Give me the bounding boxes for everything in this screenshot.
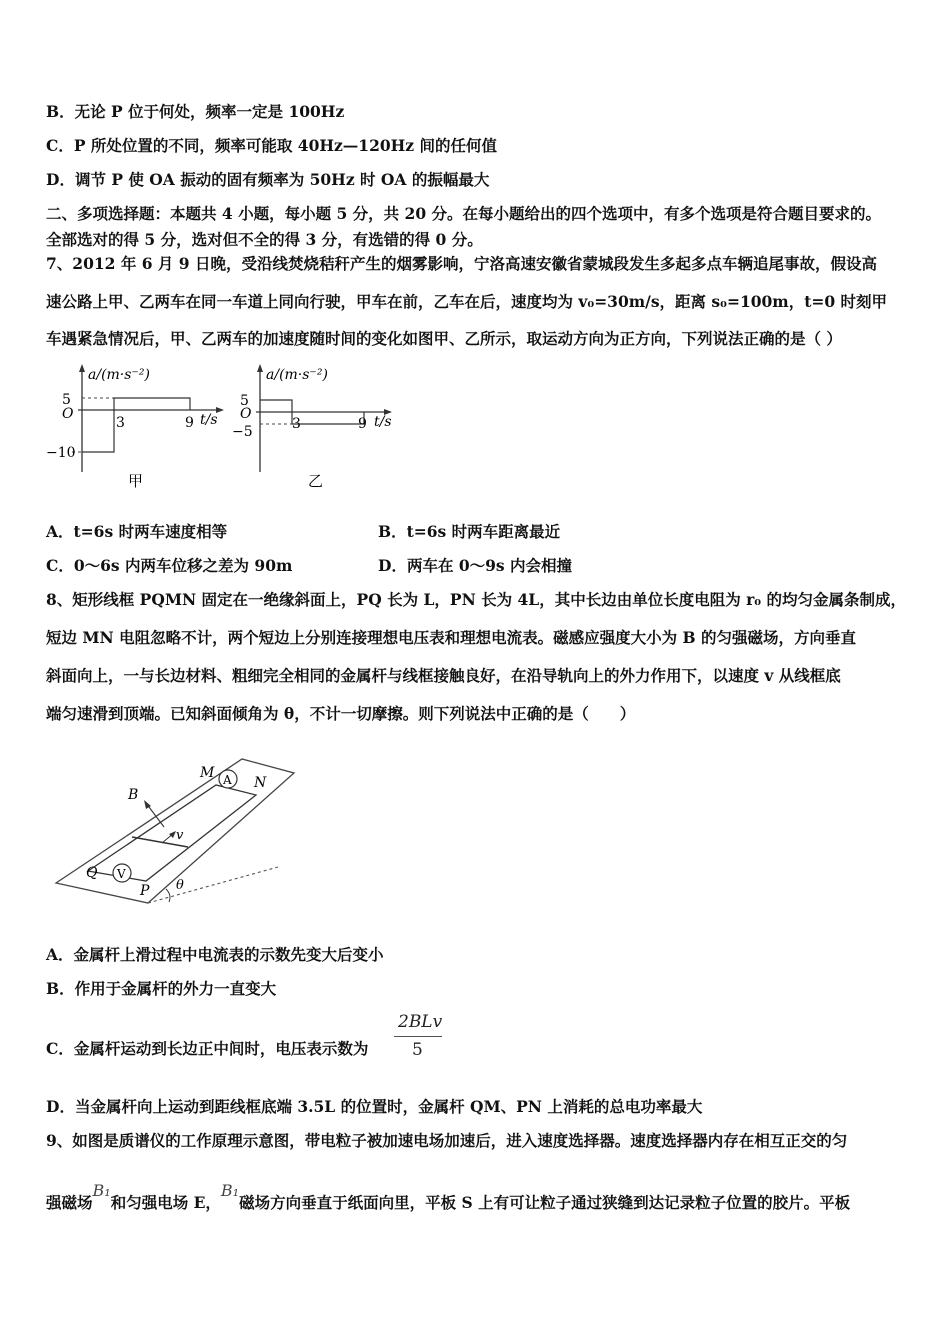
graph-jia-ytick-5: 5: [62, 392, 71, 408]
graph-yi-caption: 乙: [308, 472, 324, 490]
label-p: P: [140, 883, 150, 899]
q6-option-d: D．调节 P 使 OA 振动的固有频率为 50Hz 时 OA 的振幅最大: [46, 170, 490, 189]
q8-stem-line3: 斜面向上，一与长边材料、粗细完全相同的金属杆与线框接触良好，在沿导轨向上的外力作用下，以速度 v 从线框底: [46, 666, 841, 685]
label-b: B: [128, 787, 139, 803]
q7-option-c: C．0～6s 内两车位移之差为 90m: [46, 556, 293, 575]
q9-line2-part-c: 磁场方向垂直于纸面向里，平板 S 上有可让粒子通过狭缝到达记录粒子位置的胶片。平板: [239, 1193, 851, 1212]
graph-jia-xtick-9: 9: [185, 415, 194, 431]
q8-option-c: C．金属杆运动到长边正中间时，电压表示数为: [46, 1039, 369, 1058]
graph-jia-xlabel: t/s: [200, 412, 218, 428]
voltmeter-label: V: [117, 867, 126, 881]
label-theta: θ: [176, 878, 184, 893]
graph-yi-ylabel: a/(m·s⁻²): [266, 367, 328, 383]
graph-yi-xtick-3: 3: [292, 416, 301, 432]
q9-line2-part-a: 强磁场: [46, 1193, 93, 1212]
q8-figure: [48, 755, 348, 924]
q9-line2-part-b: 和匀强电场 E，: [110, 1193, 221, 1212]
graph-yi-positive-segment: [260, 400, 292, 412]
q8-option-d: D．当金属杆向上运动到距线框底端 3.5L 的位置时，金属杆 QM、PN 上消耗的总电功率最大: [46, 1097, 703, 1116]
q6-option-c: C．P 所处位置的不同，频率可能取 40Hz—120Hz 间的任何值: [46, 136, 497, 155]
graph-yi-ytick-5: 5: [240, 393, 249, 409]
label-m: M: [200, 765, 215, 781]
q6-option-b: B．无论 P 位于何处，频率一定是 100Hz: [46, 102, 345, 121]
graph-yi: [224, 362, 414, 501]
graph-jia: [44, 362, 234, 501]
graph-jia-caption: 甲: [128, 472, 144, 490]
ammeter-label: A: [223, 773, 232, 787]
q8-stem-line1: 8、矩形线框 PQMN 固定在一绝缘斜面上，PQ 长为 L，PN 长为 4L，其中长边由单位长度电阻为 r₀ 的均匀金属条制成，: [46, 590, 906, 609]
q9-stem-line1: 9、如图是质谱仪的工作原理示意图，带电粒子被加速电场加速后，进入速度选择器。速度选择器内存在相互正交的匀: [46, 1131, 848, 1150]
section-header-line1: 二、多项选择题：本题共 4 小题，每小题 5 分，共 20 分。在每小题给出的四个选项中，有多个选项是符合题目要求的。: [46, 204, 882, 223]
graph-jia-ylabel: a/(m·s⁻²): [88, 367, 150, 383]
q8-stem-line4: 端匀速滑到顶端。已知斜面倾角为 θ，不计一切摩擦。则下列说法中正确的是（ ）: [46, 704, 636, 723]
q8-option-b: B．作用于金属杆的外力一直变大: [46, 979, 277, 998]
q7-option-a: A．t=6s 时两车速度相等: [46, 522, 228, 541]
graph-yi-origin: O: [240, 406, 252, 422]
label-v: v: [176, 828, 184, 843]
graph-jia-xtick-3: 3: [116, 415, 125, 431]
label-n: N: [254, 775, 267, 791]
graph-jia-negative-segment: [82, 410, 114, 452]
graph-yi-xlabel: t/s: [374, 414, 392, 430]
q7-stem-line2: 速公路上甲、乙两车在同一车道上同向行驶，甲车在前，乙车在后，速度均为 v₀=30m/s，距离 s₀=100m，t=0 时刻甲: [46, 292, 888, 311]
graph-jia-ytick-neg10: −10: [46, 445, 76, 461]
q7-stem-line3: 车遇紧急情况后，甲、乙两车的加速度随时间的变化如图甲、乙所示，取运动方向为正方向，下列说法正确的是（ ）: [46, 329, 842, 348]
q7-option-b: B．t=6s 时两车距离最近: [378, 522, 561, 541]
q9-stem-line2: [46, 1181, 851, 1214]
section-header-line2: 全部选对的得 5 分，选对但不全的得 3 分，有选错的得 0 分。: [46, 230, 483, 249]
graph-jia-positive-segment: [114, 398, 190, 410]
b1-symbol-second: B₁: [220, 1181, 240, 1200]
graph-yi-xtick-9: 9: [358, 416, 367, 432]
graph-yi-negative-segment: [292, 412, 364, 424]
graph-jia-origin: O: [62, 406, 74, 422]
graph-yi-ytick-neg5: −5: [232, 424, 253, 440]
label-q: Q: [86, 865, 98, 881]
q7-option-d: D．两车在 0～9s 内会相撞: [378, 556, 573, 575]
q8-option-a: A．金属杆上滑过程中电流表的示数先变大后变小: [46, 945, 384, 964]
q8-stem-line2: 短边 MN 电阻忽略不计，两个短边上分别连接理想电压表和理想电流表。磁感应强度大小为 B 的匀强磁场，方向垂直: [46, 628, 857, 647]
b1-symbol: B₁: [92, 1181, 111, 1200]
fraction-numerator: 2BLv: [398, 1012, 443, 1032]
fraction-denominator: 5: [412, 1040, 423, 1060]
q7-stem-line1: 7、2012 年 6 月 9 日晚，受沿线焚烧秸秆产生的烟雾影响，宁洛高速安徽省蒙城段发生多起多点车辆追尾事故，假设高: [46, 254, 877, 273]
